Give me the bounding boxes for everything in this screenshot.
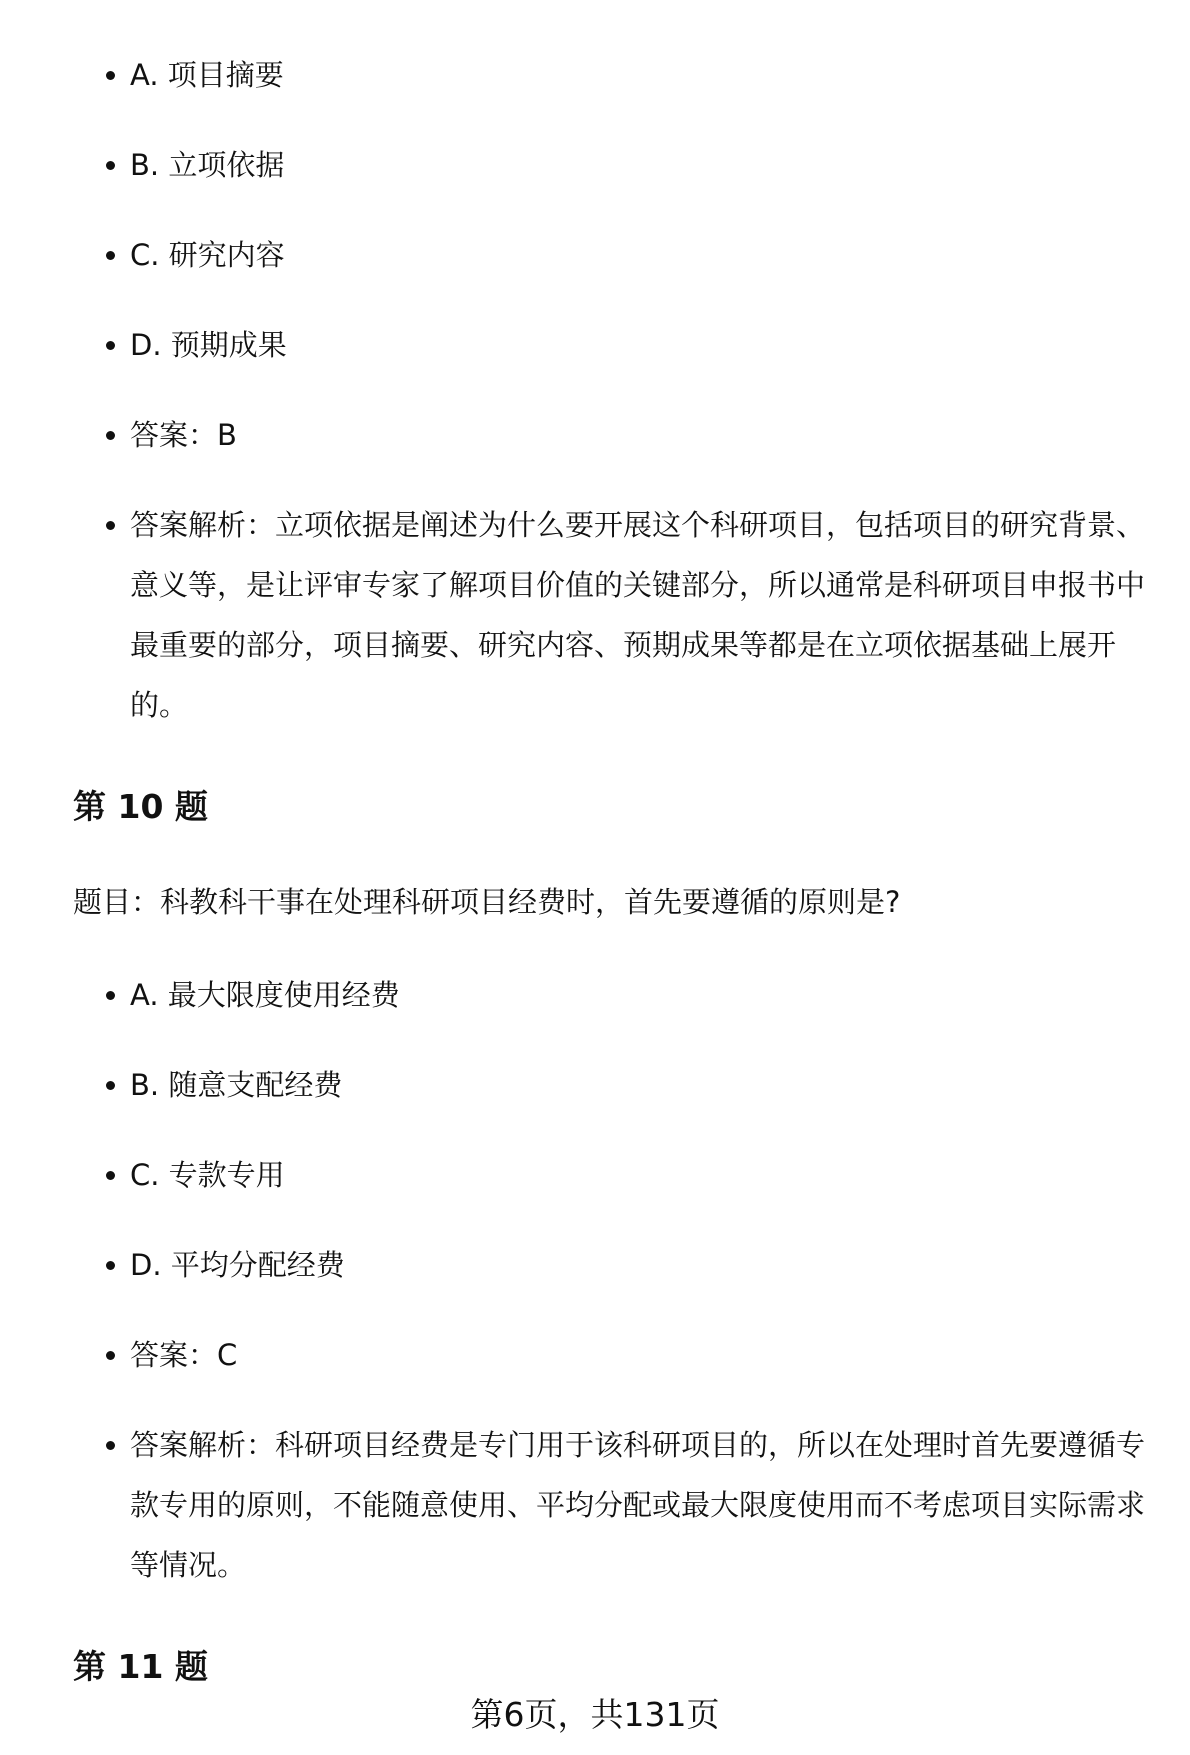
bullet-icon (106, 1261, 115, 1270)
bullet-icon (106, 1351, 115, 1360)
bullet-icon (106, 521, 115, 530)
explanation-item (130, 495, 1160, 735)
answer-item (130, 405, 1160, 465)
option-text: B. 随意支配经费 (130, 1068, 343, 1102)
list-item (130, 1055, 1160, 1115)
bullet-icon (106, 1441, 115, 1450)
answer-text: 答案：B (130, 418, 237, 452)
option-text: A. 项目摘要 (130, 58, 284, 92)
answer-text: 答案：C (130, 1338, 238, 1372)
option-text: D. 平均分配经费 (130, 1248, 345, 1282)
bullet-icon (106, 991, 115, 1000)
answer-item (130, 1325, 1160, 1385)
question-stem: 题目：科教科干事在处理科研项目经费时，首先要遵循的原则是? (73, 885, 901, 919)
list-item (130, 225, 1160, 285)
bullet-icon (106, 1081, 115, 1090)
list-item (130, 965, 1160, 1025)
list-item (130, 315, 1160, 375)
bullet-icon (106, 161, 115, 170)
bullet-icon (106, 1171, 115, 1180)
explanation-item (130, 1415, 1160, 1595)
list-item (130, 135, 1160, 195)
option-text: B. 立项依据 (130, 148, 285, 182)
option-text: C. 专款专用 (130, 1158, 285, 1192)
bullet-icon (106, 431, 115, 440)
option-text: A. 最大限度使用经费 (130, 978, 400, 1012)
page-number-footer: 第6页，共131页 (470, 1695, 720, 1734)
option-text: D. 预期成果 (130, 328, 287, 362)
bullet-icon (106, 71, 115, 80)
question-heading: 第 10 题 (73, 787, 208, 826)
question-heading: 第 11 题 (73, 1647, 208, 1686)
list-item (130, 1235, 1160, 1295)
list-item (130, 1145, 1160, 1205)
explanation-text: 答案解析：科研项目经费是专门用于该科研项目的，所以在处理时首先要遵循专款专用的原则，不能随意使用、平均分配或最大限度使用而不考虑项目实际需求等情况。 (130, 1428, 1146, 1582)
bullet-icon (106, 251, 115, 260)
explanation-text: 答案解析：立项依据是阐述为什么要开展这个科研项目，包括项目的研究背景、意义等，是让评审专家了解项目价值的关键部分，所以通常是科研项目申报书中最重要的部分，项目摘要、研究内容、预期成果等都是在立项依据基础上展开的。 (130, 508, 1146, 722)
bullet-icon (106, 341, 115, 350)
list-item (130, 45, 1160, 105)
option-text: C. 研究内容 (130, 238, 285, 272)
